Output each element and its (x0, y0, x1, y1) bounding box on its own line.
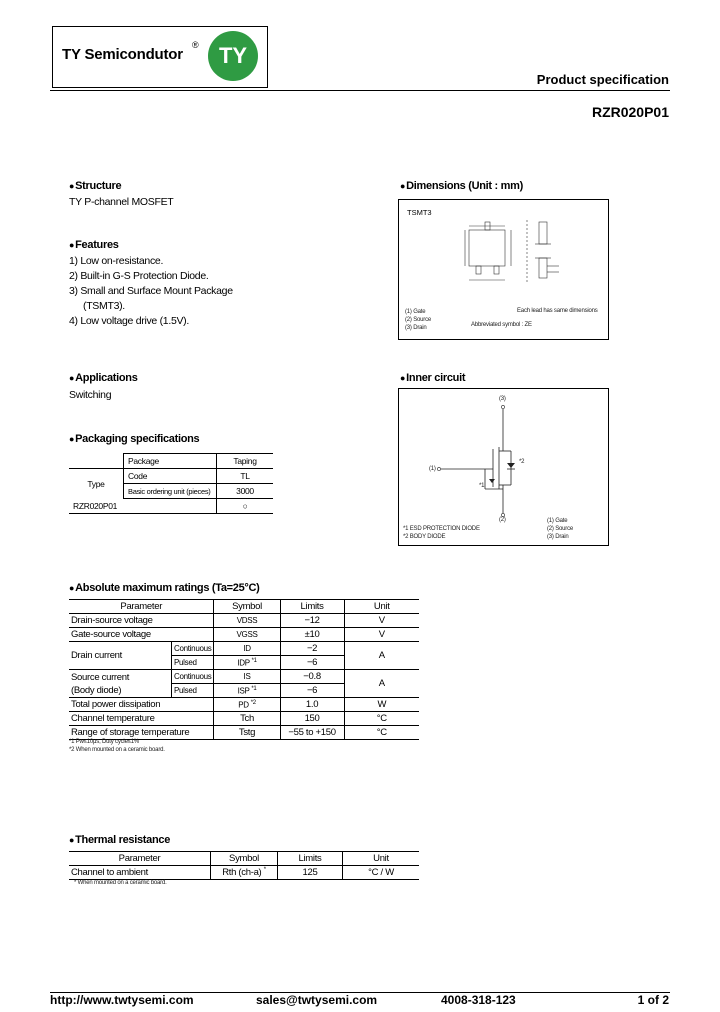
pin-label: (3) Drain (547, 534, 569, 540)
table-row: Drain current Continuous ID −2 A (69, 642, 419, 656)
circuit-note: *1 ESD PROTECTION DIODE (403, 526, 480, 532)
table-row: Total power dissipation PD $^{*2}$ 1.0 W (69, 698, 419, 712)
circuit-notes (403, 525, 480, 541)
footer-email[interactable]: sales@twtysemi.com (256, 993, 378, 1007)
table-row: Channel to ambient Rth (ch-a) * 125 °C / W (69, 866, 419, 880)
feature-item: 2) Built-in G-S Protection Diode. (69, 270, 209, 282)
pin-bottom-label: (2) (499, 517, 506, 523)
pin-label: (2) Source (547, 526, 574, 532)
table-row: Pulsed IDP $^{*1}$ −6 (69, 656, 419, 670)
pin-label: (3) Drain (405, 325, 427, 331)
abs-max-note: *1 Pw≤10μs, Duty cycle≤1% (69, 739, 140, 745)
footer-website[interactable]: http://www.twtysemi.com (50, 993, 194, 1007)
part-number: RZR020P01 (591, 104, 669, 120)
abs-max-heading: ●Absolute maximum ratings (Ta=25°C) (69, 582, 260, 594)
thermal-header-limits: Limits (278, 852, 343, 866)
page-number: 1 of 2 (637, 993, 669, 1007)
pin-label: (1) Gate (405, 309, 426, 315)
packaging-table (69, 453, 273, 514)
table-row: Drain-source voltage VDSS −12 V (69, 614, 419, 628)
company-logo: TY (208, 31, 258, 81)
packaging-col-taping: Taping (217, 454, 274, 469)
mark-body-diode: *2 (519, 459, 525, 465)
header-divider (50, 90, 670, 91)
dimensions-box (398, 199, 609, 340)
features-heading: ●Features (69, 239, 119, 251)
inner-circuit-heading: ●Inner circuit (400, 372, 466, 384)
features-list (69, 254, 233, 329)
amr-header-unit: Unit (344, 600, 419, 614)
registered-mark: ® (192, 40, 199, 50)
mark-esd-diode: *1 (479, 483, 485, 489)
feature-item: 4) Low voltage drive (1.5V). (69, 315, 189, 327)
thermal-heading: ●Thermal resistance (69, 834, 171, 846)
thermal-header-unit: Unit (343, 852, 420, 866)
feature-item: (TSMT3). (83, 300, 125, 312)
table-row: Pulsed ISP $^{*1}$ −6 (69, 684, 419, 698)
thermal-header-parameter: Parameter (118, 853, 161, 864)
amr-header-parameter: Parameter (120, 601, 163, 612)
bullet-icon: ● (69, 240, 75, 250)
applications-text: Switching (69, 389, 112, 401)
bullet-icon: ● (69, 434, 75, 444)
structure-heading: ●Structure (69, 180, 122, 192)
table-row: Gate-source voltage VGSS ±10 V (69, 628, 419, 642)
doc-type: Product specification (536, 72, 669, 87)
dimensions-heading: ●Dimensions (Unit : mm) (400, 180, 523, 192)
bullet-icon: ● (69, 583, 75, 593)
packaging-unit-value: 3000 (217, 484, 274, 499)
amr-header-limits: Limits (280, 600, 344, 614)
feature-item: 1) Low on-resistance. (69, 255, 164, 267)
applications-heading: ●Applications (69, 372, 138, 384)
circuit-pin-list (547, 517, 573, 541)
packaging-part-mark: ○ (217, 499, 274, 514)
thermal-table (69, 851, 419, 880)
table-row: Source current (Body diode) Continuous IS −0.8 A (69, 670, 419, 684)
table-row: Channel temperature Tch 150 °C (69, 712, 419, 726)
pin-label: (1) Gate (547, 518, 568, 524)
amr-header-symbol: Symbol (214, 600, 280, 614)
package-name: TSMT3 (407, 208, 432, 217)
dimension-pin-list (405, 308, 431, 332)
thermal-footnote: * When mounted on a ceramic board. (74, 880, 167, 886)
packaging-type-label: Type (87, 478, 105, 489)
pin-top-label: (3) (499, 396, 506, 402)
abbreviated-symbol: Abbreviated symbol : ZE (471, 322, 532, 328)
abs-max-note: *2 When mounted on a ceramic board. (69, 747, 165, 753)
table-row: Range of storage temperature Tstg −55 to +150 °C (69, 726, 419, 740)
packaging-col-package: Package (124, 454, 217, 469)
feature-item: 3) Small and Surface Mount Package (69, 285, 233, 297)
bullet-icon: ● (400, 181, 406, 191)
packaging-code-label: Code (124, 469, 217, 484)
bullet-icon: ● (400, 373, 406, 383)
abs-max-table (69, 599, 419, 740)
bullet-icon: ● (69, 181, 75, 191)
company-name: TY Semicondutor (62, 46, 183, 63)
thermal-header-symbol: Symbol (211, 852, 278, 866)
abs-max-notes (69, 738, 165, 754)
packaging-unit-label: Basic ordering unit (pieces) (124, 484, 217, 499)
circuit-note: *2 BODY DIODE (403, 534, 446, 540)
inner-circuit-box (398, 388, 609, 546)
dimension-note: Each lead has same dimensions (517, 308, 598, 314)
packaging-heading: ●Packaging specifications (69, 433, 200, 445)
footer-phone: 4008-318-123 (441, 993, 516, 1007)
bullet-icon: ● (69, 373, 75, 383)
packaging-part: RZR020P01 (69, 499, 217, 514)
packaging-code-value: TL (217, 469, 274, 484)
pin-label: (2) Source (405, 317, 432, 323)
bullet-icon: ● (69, 835, 75, 845)
structure-text: TY P-channel MOSFET (69, 196, 174, 208)
pin-left-label: (1) (429, 466, 436, 472)
